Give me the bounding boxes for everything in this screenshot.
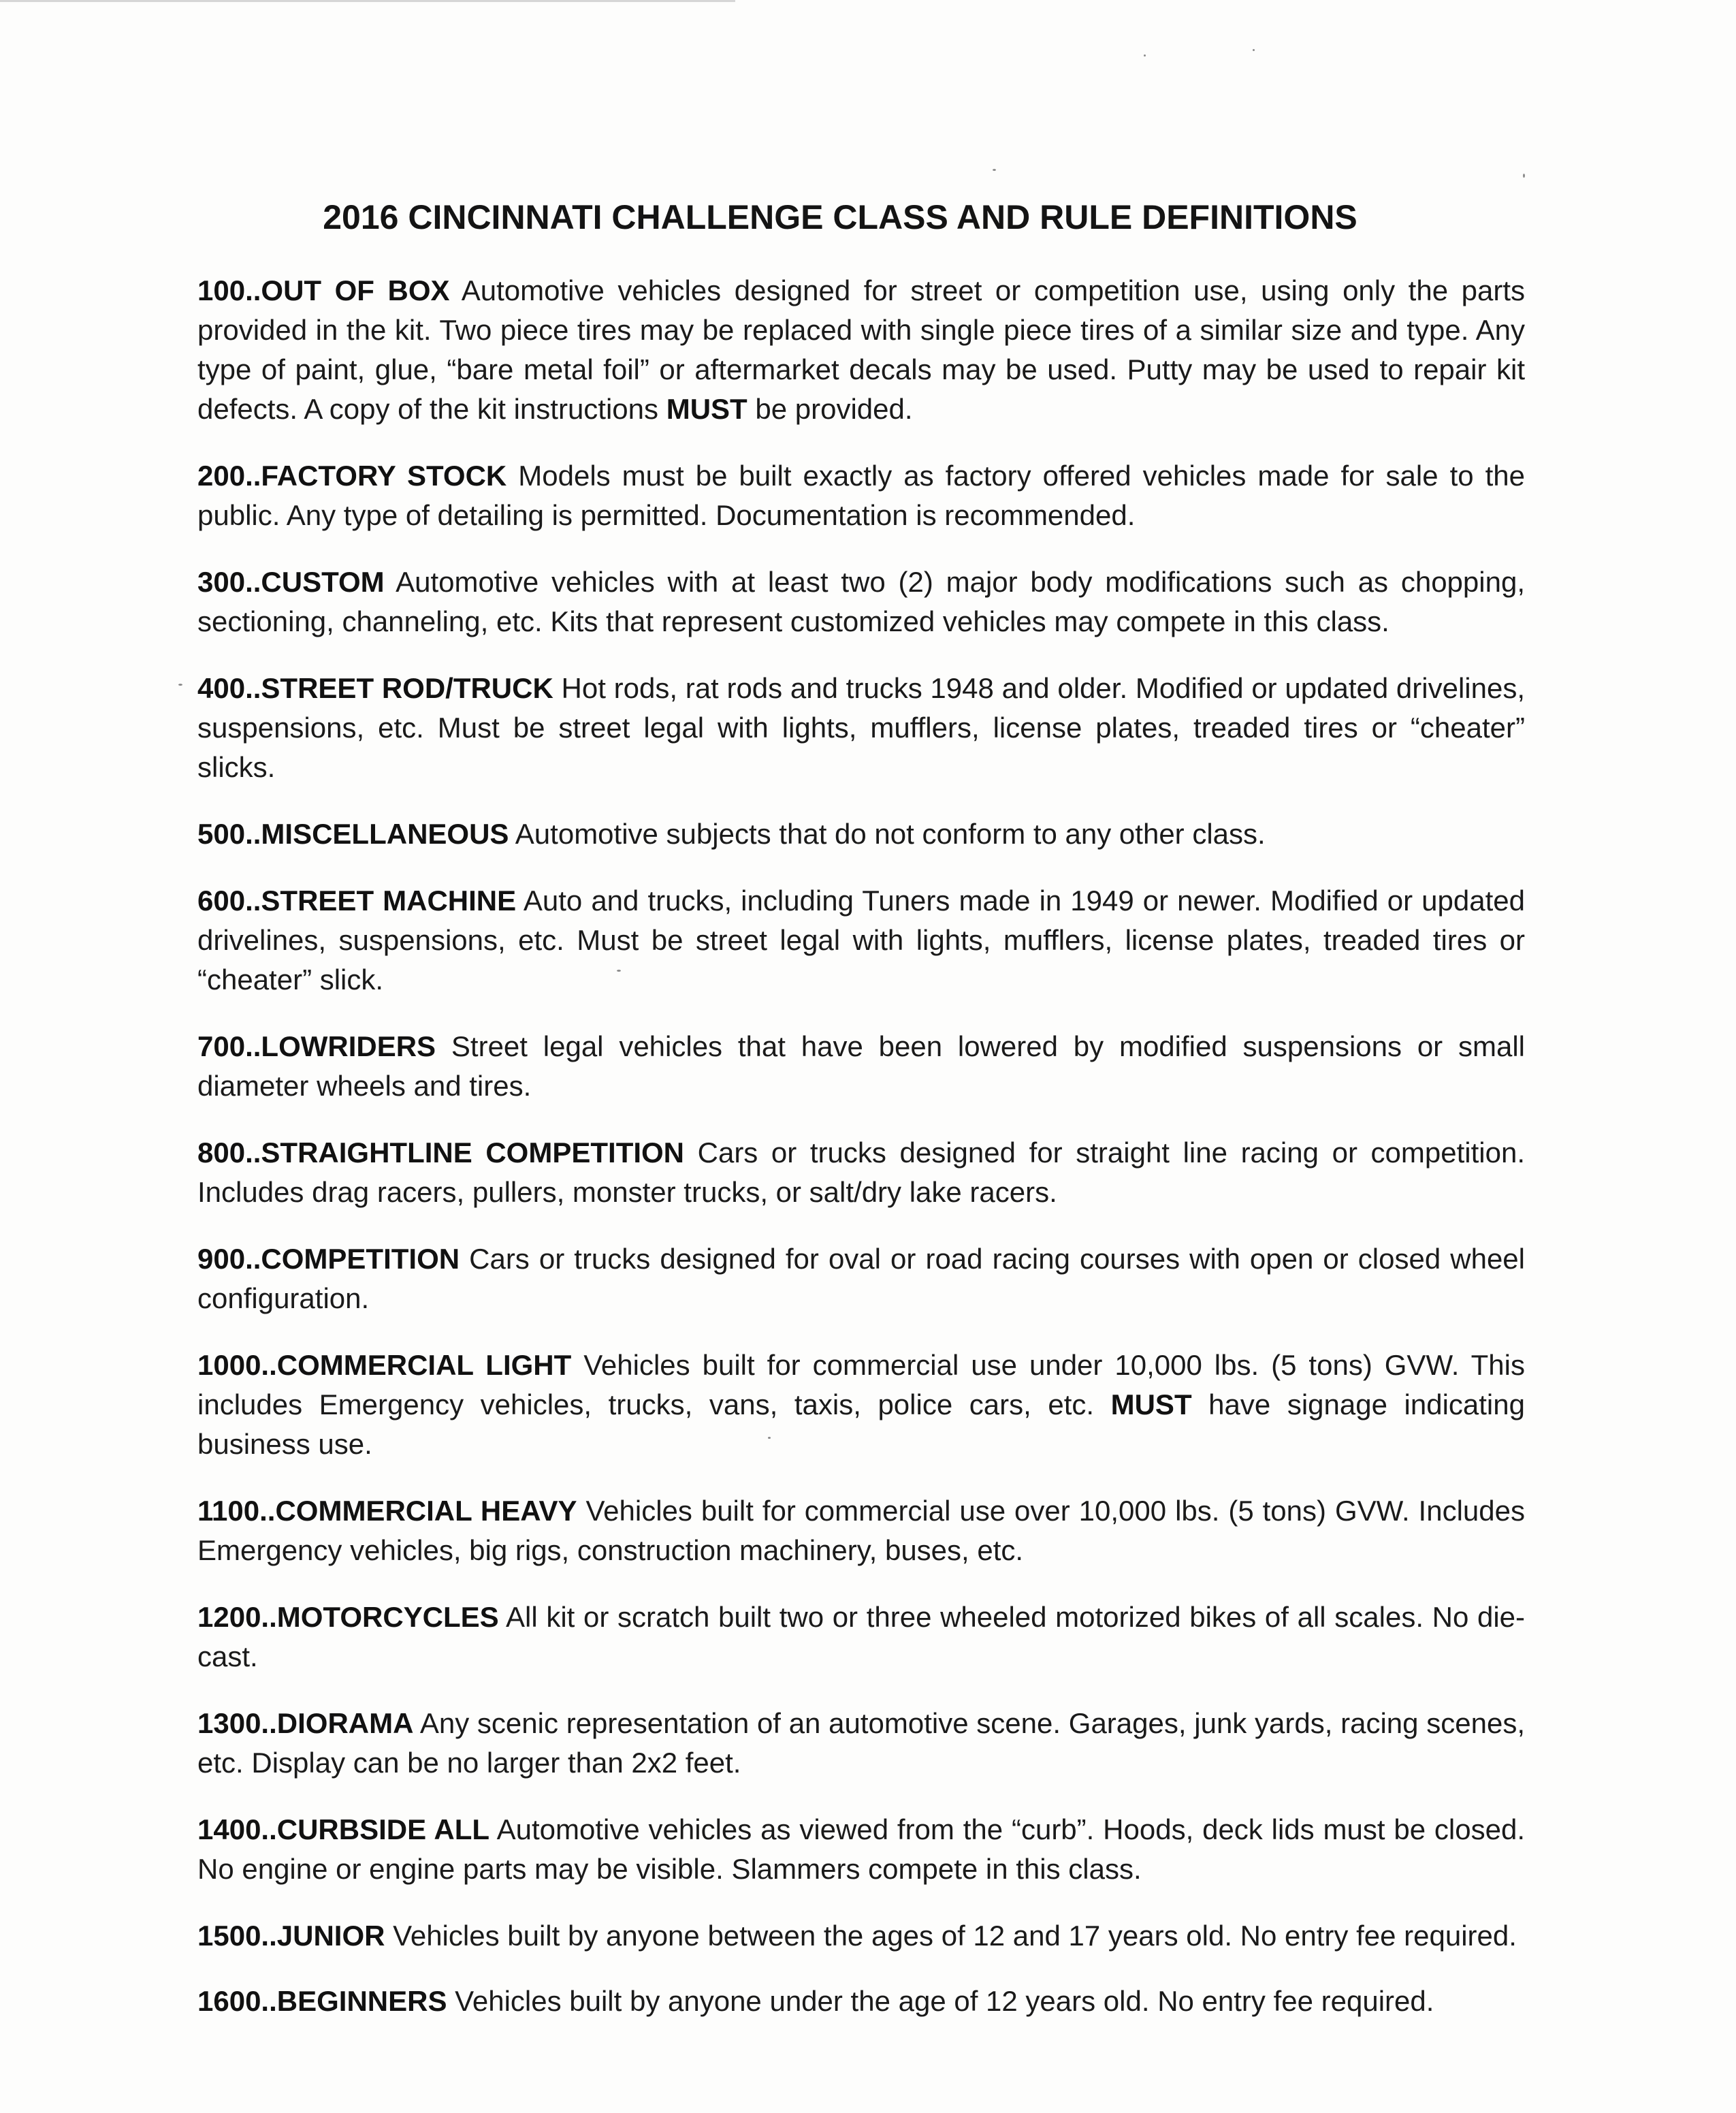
- scan-speck: [768, 1437, 771, 1439]
- class-definitions-list: [197, 271, 1525, 2047]
- class-description: Vehicles built by anyone under the age of 12 years old. No entry fee required.: [447, 1985, 1434, 2017]
- class-entry-1300: [197, 1704, 1525, 1783]
- class-description: Vehicles built for commercial use over 10,000 lbs. (5 tons) GVW. Includes Emergency vehicles, big rigs, construction machinery, buses, etc.: [197, 1495, 1525, 1566]
- class-heading: 200..FACTORY STOCK: [197, 460, 507, 492]
- class-heading: 1600..BEGINNERS: [197, 1985, 447, 2017]
- class-heading: 1200..MOTORCYCLES: [197, 1601, 499, 1633]
- class-description: Street legal vehicles that have been lowered by modified suspensions or small diameter wheels and tires.: [197, 1030, 1525, 1102]
- class-heading: 1400..CURBSIDE ALL: [197, 1813, 490, 1845]
- class-entry-400: [197, 669, 1525, 787]
- emphasis-text: MUST: [666, 393, 748, 425]
- scan-speck: [617, 970, 621, 972]
- class-heading: 700..LOWRIDERS: [197, 1030, 436, 1062]
- class-heading: 800..STRAIGHTLINE COMPETITION: [197, 1137, 685, 1169]
- class-entry-800: [197, 1133, 1525, 1212]
- class-entry-700: [197, 1027, 1525, 1106]
- class-heading: 1100..COMMERCIAL HEAVY: [197, 1495, 577, 1527]
- class-description-end: be provided.: [747, 393, 913, 425]
- class-heading: 400..STREET ROD/TRUCK: [197, 672, 553, 704]
- class-heading: 500..MISCELLANEOUS: [197, 818, 509, 850]
- class-heading: 900..COMPETITION: [197, 1243, 460, 1275]
- class-entry-1400: [197, 1810, 1525, 1889]
- class-entry-900: [197, 1239, 1525, 1318]
- class-description: Vehicles built for commercial use under 10,000 lbs. (5 tons) GVW. This includes Emergency vehicles, trucks, vans, taxis, police cars, etc.: [197, 1349, 1525, 1420]
- class-description: Automotive vehicles designed for street or competition use, using only the parts provided in the kit. Two piece tires may be replaced with single piece tires of a similar size and type. Any type of paint, glue, “bare metal foil” or aftermarket decals may be used. Putty may be used to repair kit defects. A copy of the kit instructions: [197, 274, 1525, 425]
- class-entry-1100: [197, 1491, 1525, 1570]
- class-entry-200: [197, 456, 1525, 535]
- class-entry-300: [197, 562, 1525, 641]
- class-description: Automotive vehicles as viewed from the “curb”. Hoods, deck lids must be closed. No engine or engine parts may be visible. Slammers compete in this class.: [197, 1813, 1526, 1885]
- class-entry-100: [197, 271, 1525, 429]
- class-description: Cars or trucks designed for oval or road racing courses with open or closed wheel configuration.: [197, 1243, 1525, 1314]
- class-heading: 1500..JUNIOR: [197, 1920, 385, 1952]
- class-entry-600: [197, 881, 1525, 1000]
- class-heading: 100..OUT OF BOX: [197, 274, 450, 306]
- class-entry-1500: [197, 1916, 1525, 1956]
- class-entry-1000: [197, 1346, 1525, 1464]
- class-description: Auto and trucks, including Tuners made in 1949 or newer. Modified or updated drivelines, suspensions, etc. Must be street legal with lights, mufflers, license plates, treaded tires or “cheater” slick.: [197, 885, 1525, 996]
- class-description: All kit or scratch built two or three wheeled motorized bikes of all scales. No die-cast.: [197, 1601, 1525, 1672]
- class-entry-1600: [197, 1982, 1525, 2021]
- class-heading: 600..STREET MACHINE: [197, 885, 517, 917]
- scan-speck: [993, 169, 996, 171]
- class-description-end: have signage indicating business use.: [197, 1388, 1525, 1460]
- document-title: 2016 CINCINNATI CHALLENGE CLASS AND RULE DEFINITIONS: [323, 198, 1357, 236]
- class-description: Vehicles built by anyone between the ages of 12 and 17 years old. No entry fee required.: [385, 1920, 1517, 1952]
- class-description: Any scenic representation of an automotive scene. Garages, junk yards, racing scenes, etc. Display can be no larger than 2x2 feet.: [197, 1707, 1525, 1779]
- class-heading: 1000..COMMERCIAL LIGHT: [197, 1349, 572, 1381]
- scan-speck: [1253, 49, 1255, 51]
- scan-speck: [1523, 174, 1525, 178]
- class-description: Cars or trucks designed for straight line racing or competition. Includes drag racers, pullers, monster trucks, or salt/dry lake racers.: [197, 1137, 1525, 1208]
- class-description: Hot rods, rat rods and trucks 1948 and older. Modified or updated drivelines, suspensions, etc. Must be street legal with lights, mufflers, license plates, treaded tires or “cheater” slicks.: [197, 672, 1526, 783]
- scan-speck: [178, 684, 182, 686]
- class-heading: 1300..DIORAMA: [197, 1707, 414, 1739]
- class-entry-1200: [197, 1598, 1525, 1677]
- scan-speck: [1144, 54, 1146, 57]
- class-description: Automotive subjects that do not conform to any other class.: [509, 818, 1266, 850]
- class-entry-500: [197, 814, 1525, 854]
- class-description: Automotive vehicles with at least two (2) major body modifications such as chopping, sectioning, channeling, etc. Kits that represent customized vehicles may compete in this class.: [197, 566, 1525, 637]
- class-description: Models must be built exactly as factory offered vehicles made for sale to the public. Any type of detailing is permitted. Documentation is recommended.: [197, 460, 1525, 531]
- emphasis-text: MUST: [1110, 1388, 1192, 1420]
- scan-edge-line: [0, 0, 735, 2]
- class-heading: 300..CUSTOM: [197, 566, 385, 598]
